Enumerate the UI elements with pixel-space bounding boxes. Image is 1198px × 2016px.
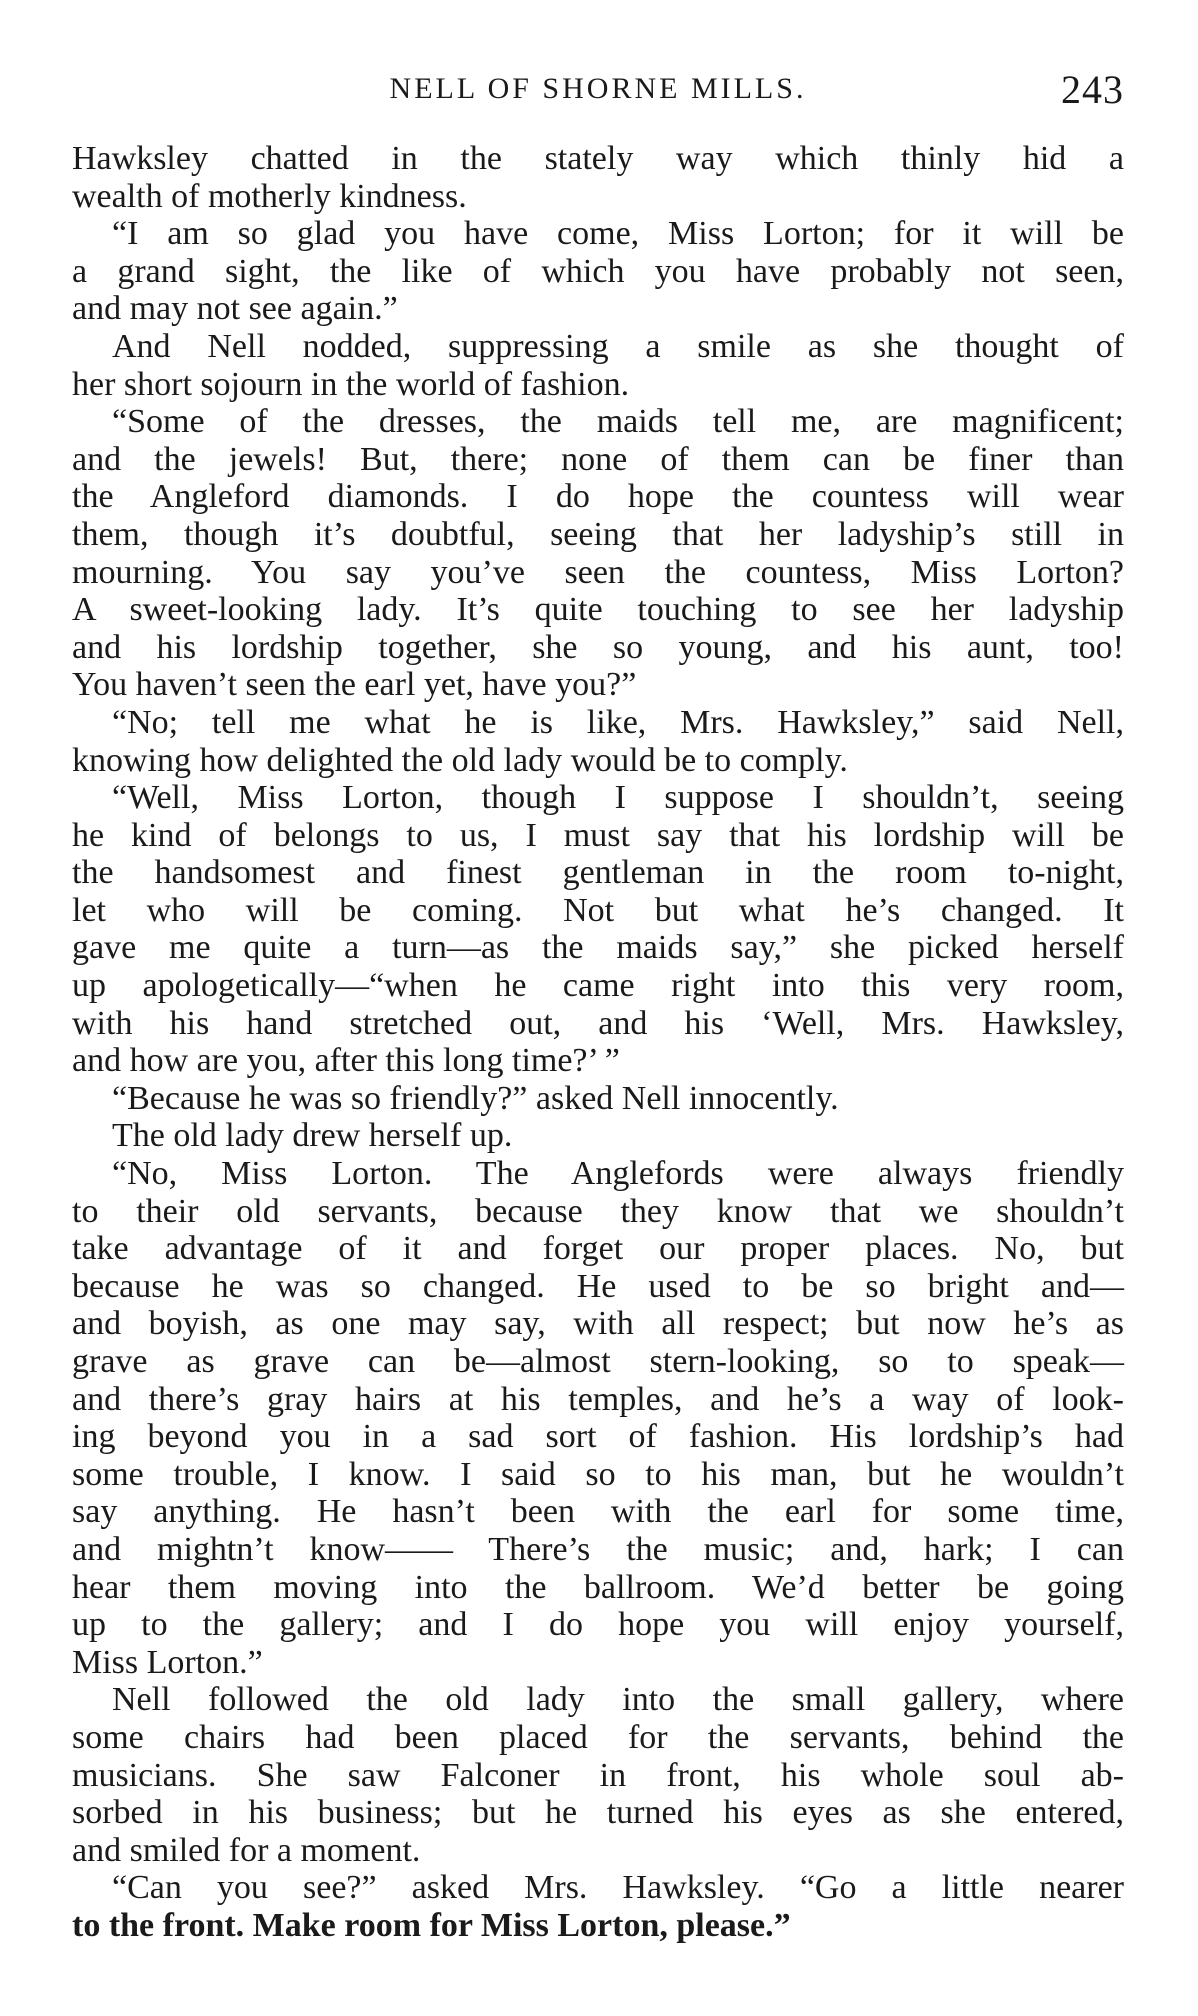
text-line: Nell followed the old lady into the small gallery, where bbox=[112, 1681, 1124, 1719]
text-line: a grand sight, the like of which you have probably not seen, bbox=[72, 252, 1124, 290]
text-line: “I am so glad you have come, Miss Lorton; for it will be bbox=[112, 215, 1124, 253]
text-line: ing beyond you in a sad sort of fashion. His lordship’s had bbox=[72, 1418, 1124, 1456]
page-number: 243 bbox=[1061, 67, 1124, 112]
text-line: knowing how delighted the old lady would be to comply. bbox=[72, 741, 848, 779]
text-line: and smiled for a moment. bbox=[72, 1831, 421, 1869]
text-line: “No; tell me what he is like, Mrs. Hawksley,” said Nell, bbox=[112, 703, 1124, 741]
text-line: to their old servants, because they know that we shouldn’t bbox=[72, 1192, 1124, 1230]
text-line: up to the gallery; and I do hope you will enjoy yourself, bbox=[72, 1606, 1124, 1644]
text-line: and there’s gray hairs at his temples, and he’s a way of look- bbox=[72, 1380, 1124, 1418]
text-line: grave as grave can be—almost stern-looking, so to speak— bbox=[72, 1343, 1124, 1380]
text-line: some chairs had been placed for the servants, behind the bbox=[72, 1718, 1124, 1756]
text-line: A sweet-looking lady. It’s quite touching to see her ladyship bbox=[72, 591, 1124, 629]
text-line: “Some of the dresses, the maids tell me, are magnificent; bbox=[112, 403, 1124, 441]
text-line: take advantage of it and forget our proper places. No, but bbox=[72, 1230, 1124, 1268]
text-line: he kind of belongs to us, I must say that his lordship will be bbox=[72, 816, 1124, 854]
text-line: up apologetically—“when he came right into this very room, bbox=[72, 967, 1124, 1005]
text-line: and mightn’t know—— There’s the music; and, hark; I can bbox=[72, 1530, 1124, 1568]
text-line: and may not see again.” bbox=[72, 290, 398, 328]
text-line: mourning. You say you’ve seen the countess, Miss Lorton? bbox=[72, 553, 1124, 591]
body-text bbox=[72, 140, 1124, 1945]
text-line: with his hand stretched out, and his ‘Well, Mrs. Hawksley, bbox=[72, 1004, 1124, 1042]
text-line: say anything. He hasn’t been with the earl for some time, bbox=[72, 1493, 1124, 1531]
text-line: gave me quite a turn—as the maids say,” she picked herself bbox=[72, 929, 1124, 967]
text-line: to the front. Make room for Miss Lorton, please.” bbox=[72, 1906, 791, 1944]
text-line: You haven’t seen the earl yet, have you?” bbox=[72, 666, 637, 704]
text-line: musicians. She saw Falconer in front, his whole soul ab- bbox=[72, 1756, 1124, 1794]
text-line: and his lordship together, she so young, and his aunt, too! bbox=[72, 628, 1124, 666]
text-line: and boyish, as one may say, with all respect; but now he’s as bbox=[72, 1305, 1124, 1343]
text-line: the Angleford diamonds. I do hope the countess will wear bbox=[72, 478, 1124, 516]
text-line: “Well, Miss Lorton, though I suppose I shouldn’t, seeing bbox=[112, 779, 1124, 817]
text-line: Hawksley chatted in the stately way which thinly hid a bbox=[72, 140, 1124, 177]
text-line: “Can you see?” asked Mrs. Hawksley. “Go a little nearer bbox=[112, 1869, 1124, 1907]
text-line: the handsomest and finest gentleman in the room to-night, bbox=[72, 854, 1124, 892]
text-line: The old lady drew herself up. bbox=[112, 1117, 513, 1155]
text-line: because he was so changed. He used to be so bright and— bbox=[72, 1267, 1124, 1305]
text-line: her short sojourn in the world of fashion. bbox=[72, 365, 630, 403]
page-header bbox=[72, 67, 1124, 118]
text-line: sorbed in his business; but he turned his eyes as she entered, bbox=[72, 1794, 1124, 1832]
text-line: and the jewels! But, there; none of them can be finer than bbox=[72, 440, 1124, 478]
text-line: Miss Lorton.” bbox=[72, 1643, 263, 1681]
text-line: “Because he was so friendly?” asked Nell innocently. bbox=[112, 1079, 839, 1117]
running-title: NELL OF SHORNE MILLS. bbox=[389, 72, 807, 105]
text-line: And Nell nodded, suppressing a smile as she thought of bbox=[112, 327, 1124, 365]
text-line: wealth of motherly kindness. bbox=[72, 177, 467, 215]
text-line: and how are you, after this long time?’ ” bbox=[72, 1042, 620, 1080]
text-line: them, though it’s doubtful, seeing that her ladyship’s still in bbox=[72, 515, 1124, 553]
text-line: hear them moving into the ballroom. We’d better be going bbox=[72, 1568, 1124, 1606]
text-line: some trouble, I know. I said so to his man, but he wouldn’t bbox=[72, 1455, 1124, 1493]
text-line: “No, Miss Lorton. The Anglefords were always friendly bbox=[112, 1155, 1124, 1193]
text-line: let who will be coming. Not but what he’s changed. It bbox=[72, 891, 1124, 929]
